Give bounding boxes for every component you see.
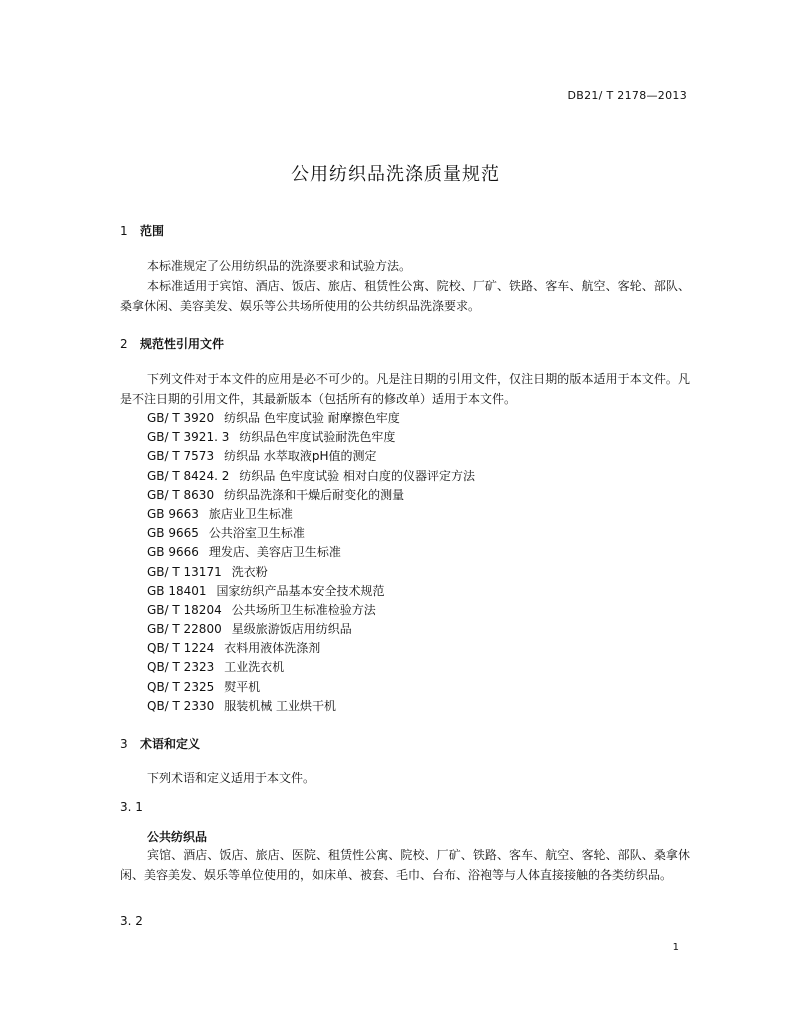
section-1-paragraph-2: 本标准适用于宾馆、酒店、饭店、旅店、租赁性公寓、院校、厂矿、铁路、客车、航空、客轮、部队、桑拿休闲、美容美发、娱乐等公共场所使用的公共纺织品洗涤要求。 bbox=[120, 279, 690, 313]
reference-name: 衣料用液体洗涤剂 bbox=[224, 641, 321, 656]
reference-code: GB/ T 13171 bbox=[147, 564, 222, 579]
section-1-heading bbox=[120, 222, 164, 239]
reference-name: 公共浴室卫生标准 bbox=[208, 526, 305, 541]
reference-code: GB/ T 8630 bbox=[147, 487, 215, 502]
reference-item bbox=[147, 505, 475, 524]
reference-item bbox=[147, 601, 475, 620]
reference-item bbox=[147, 658, 475, 677]
section-2-heading bbox=[120, 335, 224, 352]
reference-item bbox=[147, 486, 475, 505]
normative-reference-list bbox=[147, 409, 475, 716]
reference-name: 纺织品 水萃取液pH值的测定 bbox=[224, 449, 377, 464]
section-title: 规范性引用文件 bbox=[140, 337, 225, 351]
term-definition: 宾馆、酒店、饭店、旅店、医院、租赁性公寓、院校、厂矿、铁路、客车、航空、客轮、部队、桑拿休闲、美容美发、娱乐等单位使用的，如床单、被套、毛巾、台布、浴袍等与人体直接接触的各类纺织品。 bbox=[120, 848, 690, 882]
page-number: 1 bbox=[672, 942, 679, 953]
section-2-paragraph-1: 下列文件对于本文件的应用是必不可少的。凡是注日期的引用文件，仅注日期的版本适用于本文件。凡是不注日期的引用文件，其最新版本（包括所有的修改单）适用于本文件。 bbox=[120, 372, 690, 406]
section-3-paragraph-1: 下列术语和定义适用于本文件。 bbox=[147, 771, 316, 785]
reference-item bbox=[147, 582, 475, 601]
reference-item bbox=[147, 428, 475, 447]
reference-name: 国家纺织产品基本安全技术规范 bbox=[216, 583, 385, 598]
reference-code: QB/ T 2330 bbox=[147, 698, 215, 713]
reference-item bbox=[147, 409, 475, 428]
reference-code: GB 9666 bbox=[147, 545, 199, 560]
reference-name: 洗衣粉 bbox=[231, 564, 268, 579]
reference-code: GB/ T 7573 bbox=[147, 449, 215, 464]
reference-code: GB 18401 bbox=[147, 583, 207, 598]
reference-name: 纺织品洗涤和干燥后耐变化的测量 bbox=[224, 487, 405, 502]
page-header-code: DB21/ T 2178—2013 bbox=[567, 89, 687, 102]
section-title: 术语和定义 bbox=[140, 737, 201, 751]
reference-name: 纺织品色牢度试验耐洗色牢度 bbox=[239, 430, 396, 445]
section-3-heading bbox=[120, 735, 200, 752]
reference-name: 工业洗衣机 bbox=[224, 660, 285, 675]
reference-name: 熨平机 bbox=[224, 679, 261, 694]
reference-name: 理发店、美容店卫生标准 bbox=[208, 545, 341, 560]
reference-item bbox=[147, 678, 475, 697]
clause-number: 3. 1 bbox=[120, 800, 143, 814]
clause-number: 3. 2 bbox=[120, 914, 143, 928]
reference-code: GB 9663 bbox=[147, 506, 199, 521]
reference-code: QB/ T 1224 bbox=[147, 641, 215, 656]
reference-item bbox=[147, 467, 475, 486]
reference-name: 旅店业卫生标准 bbox=[208, 506, 293, 521]
reference-name: 服装机械 工业烘干机 bbox=[224, 698, 337, 713]
reference-item bbox=[147, 447, 475, 466]
reference-name: 公共场所卫生标准检验方法 bbox=[231, 602, 376, 617]
reference-name: 纺织品 色牢度试验 相对白度的仪器评定方法 bbox=[239, 468, 475, 483]
reference-code: GB/ T 18204 bbox=[147, 602, 222, 617]
section-title: 范围 bbox=[140, 224, 165, 238]
reference-code: GB/ T 3921. 3 bbox=[147, 430, 230, 445]
reference-code: QB/ T 2323 bbox=[147, 660, 215, 675]
document-title: 公用纺织品洗涤质量规范 bbox=[291, 164, 500, 185]
reference-code: GB/ T 22800 bbox=[147, 622, 222, 637]
reference-item bbox=[147, 639, 475, 658]
section-number: 2 bbox=[120, 337, 128, 351]
term-title: 公共纺织品 bbox=[147, 830, 208, 844]
reference-item bbox=[147, 697, 475, 716]
reference-item bbox=[147, 563, 475, 582]
reference-name: 纺织品 色牢度试验 耐摩擦色牢度 bbox=[224, 411, 400, 425]
reference-code: GB/ T 3920 bbox=[147, 411, 215, 425]
section-1-paragraph-1: 本标准规定了公用纺织品的洗涤要求和试验方法。 bbox=[147, 259, 412, 273]
reference-code: GB 9665 bbox=[147, 526, 199, 541]
section-number: 1 bbox=[120, 224, 128, 238]
reference-item bbox=[147, 524, 475, 543]
reference-item bbox=[147, 543, 475, 562]
section-number: 3 bbox=[120, 737, 128, 751]
reference-name: 星级旅游饭店用纺织品 bbox=[231, 622, 352, 637]
reference-code: QB/ T 2325 bbox=[147, 679, 215, 694]
reference-item bbox=[147, 620, 475, 639]
reference-code: GB/ T 8424. 2 bbox=[147, 468, 230, 483]
